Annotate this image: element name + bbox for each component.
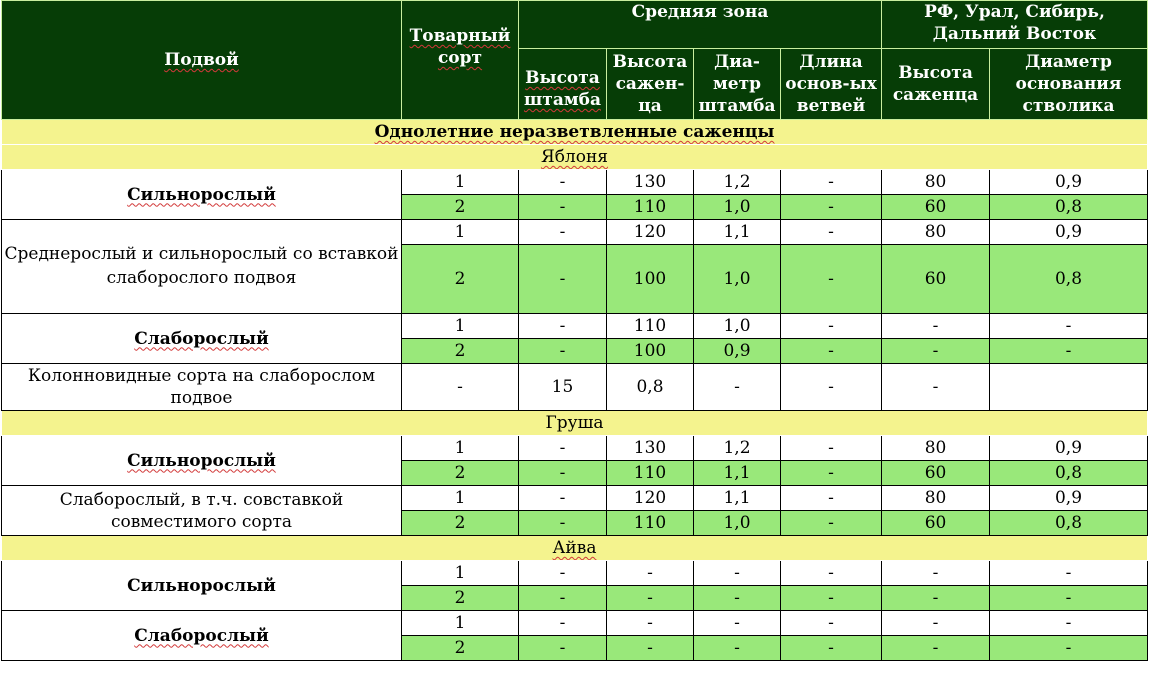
cell[interactable]: - [694,586,781,611]
cell[interactable]: 0,8 [607,364,694,411]
cell[interactable]: - [990,561,1148,586]
cell[interactable]: - [694,561,781,586]
cell[interactable]: 15 [519,364,607,411]
cell[interactable]: - [781,364,882,411]
cell[interactable]: - [882,611,990,636]
cell[interactable]: - [519,195,607,220]
cell[interactable]: 100 [607,339,694,364]
cell[interactable]: - [882,636,990,661]
cell[interactable]: - [781,611,882,636]
cell[interactable]: - [402,364,519,411]
cell[interactable]: 1 [402,611,519,636]
cell[interactable]: 1,1 [694,461,781,486]
cell[interactable]: - [519,486,607,511]
cell[interactable]: 1 [402,561,519,586]
cell[interactable]: - [781,586,882,611]
rootstock-name[interactable]: Колонновидные сорта на слаборослом подвое [2,364,402,411]
header-rg-seedling-height[interactable]: Высота саженца [882,49,990,120]
cell[interactable]: - [990,611,1148,636]
rootstock-name[interactable]: Сильнорослый [2,436,402,486]
cell[interactable]: - [607,611,694,636]
cell[interactable]: - [990,636,1148,661]
rootstock-name[interactable]: Сильнорослый [2,561,402,611]
cell[interactable]: - [694,364,781,411]
cell[interactable]: 2 [402,586,519,611]
cell[interactable]: - [990,314,1148,339]
cell[interactable]: - [519,461,607,486]
cell[interactable]: 1 [402,436,519,461]
header-rootstock[interactable]: Подвой [2,1,402,120]
cell[interactable] [990,364,1148,411]
cell[interactable]: 1 [402,170,519,195]
cell[interactable]: - [781,561,882,586]
cell[interactable]: 60 [882,245,990,314]
cell[interactable]: 2 [402,245,519,314]
cell[interactable]: 1,0 [694,511,781,536]
cell[interactable]: 100 [607,245,694,314]
cell[interactable]: 60 [882,461,990,486]
cell[interactable]: 1,1 [694,220,781,245]
cell[interactable]: - [990,586,1148,611]
cell[interactable]: 1,0 [694,314,781,339]
cell[interactable]: - [882,364,990,411]
cell[interactable]: - [781,461,882,486]
cell[interactable]: 1,0 [694,195,781,220]
cell[interactable]: - [519,170,607,195]
cell[interactable]: - [694,636,781,661]
cell[interactable]: 2 [402,195,519,220]
cell[interactable]: 0,9 [990,436,1148,461]
cell[interactable]: - [882,314,990,339]
cell[interactable]: 0,8 [990,195,1148,220]
header-rg-stem-base-diameter[interactable]: Диаметр основания стволика [990,49,1148,120]
cell[interactable]: 0,9 [990,486,1148,511]
cell[interactable]: 2 [402,636,519,661]
cell[interactable]: - [519,220,607,245]
cell[interactable]: - [781,195,882,220]
rootstock-name[interactable]: Среднерослый и сильнорослый со вставкой слаборослого подвоя [2,220,402,314]
cell[interactable]: - [781,245,882,314]
cell[interactable]: 60 [882,195,990,220]
cell[interactable]: - [519,511,607,536]
cell[interactable]: 60 [882,511,990,536]
standards-table [1,0,1148,661]
rootstock-name[interactable]: Слаборослый [2,611,402,661]
cell[interactable]: - [781,436,882,461]
cell[interactable]: - [882,339,990,364]
cell[interactable]: - [519,636,607,661]
cell[interactable]: - [781,314,882,339]
header-grade[interactable]: Товарный сорт [402,1,519,120]
header-regions[interactable]: РФ, Урал, Сибирь, Дальний Восток [882,1,1148,49]
cell[interactable]: 0,9 [990,170,1148,195]
cell[interactable]: 120 [607,486,694,511]
cell[interactable]: 2 [402,511,519,536]
cell[interactable]: - [781,486,882,511]
cell[interactable]: 0,9 [990,220,1148,245]
cell[interactable]: - [519,314,607,339]
cell[interactable]: 0,8 [990,511,1148,536]
cell[interactable]: 110 [607,314,694,339]
cell[interactable]: 0,9 [694,339,781,364]
header-mz-branch-length[interactable]: Длина основ-ых ветвей [781,49,882,120]
cell[interactable]: 2 [402,461,519,486]
cell[interactable]: 80 [882,436,990,461]
cell[interactable]: - [882,561,990,586]
cell[interactable]: - [519,586,607,611]
cell[interactable]: - [607,586,694,611]
cell[interactable]: 120 [607,220,694,245]
cell[interactable]: 0,8 [990,461,1148,486]
header-middle-zone[interactable]: Средняя зона [519,1,882,49]
cell[interactable]: 1,1 [694,486,781,511]
rootstock-name[interactable]: Слаборослый, в т.ч. совставкой совместимого сорта [2,486,402,536]
cell[interactable]: 1 [402,314,519,339]
header-mz-stem-diameter[interactable]: Диа-метр штамба [694,49,781,120]
cell[interactable]: 1 [402,486,519,511]
cell[interactable]: 110 [607,195,694,220]
cell[interactable]: - [990,339,1148,364]
cell[interactable]: 110 [607,511,694,536]
cell[interactable]: 1,0 [694,245,781,314]
cell[interactable]: - [694,611,781,636]
cell[interactable]: - [607,636,694,661]
rootstock-name[interactable]: Сильнорослый [2,170,402,220]
group-title-quince[interactable]: Айва [2,536,1148,561]
rootstock-name[interactable]: Слаборослый [2,314,402,364]
section-title[interactable]: Однолетние неразветвленные саженцы [2,120,1148,145]
cell[interactable]: 80 [882,220,990,245]
cell[interactable]: - [607,561,694,586]
cell[interactable]: 130 [607,436,694,461]
cell[interactable]: 80 [882,170,990,195]
cell[interactable]: 130 [607,170,694,195]
cell[interactable]: - [882,586,990,611]
cell[interactable]: 2 [402,339,519,364]
header-mz-seedling-height[interactable]: Высота сажен-ца [607,49,694,120]
cell[interactable]: - [781,339,882,364]
cell[interactable]: 80 [882,486,990,511]
group-title-pear[interactable]: Груша [2,411,1148,436]
cell[interactable]: - [781,170,882,195]
cell[interactable]: - [519,611,607,636]
header-mz-stem-height[interactable]: Высота штамба [519,49,607,120]
cell[interactable]: - [519,436,607,461]
cell[interactable]: 110 [607,461,694,486]
cell[interactable]: - [519,245,607,314]
cell[interactable]: - [781,220,882,245]
cell[interactable]: - [519,339,607,364]
cell[interactable]: - [519,561,607,586]
cell[interactable]: 1,2 [694,170,781,195]
cell[interactable]: 1 [402,220,519,245]
cell[interactable]: - [781,511,882,536]
group-title-apple[interactable]: Яблоня [2,145,1148,170]
cell[interactable]: - [781,636,882,661]
cell[interactable]: 0,8 [990,245,1148,314]
cell[interactable]: 1,2 [694,436,781,461]
